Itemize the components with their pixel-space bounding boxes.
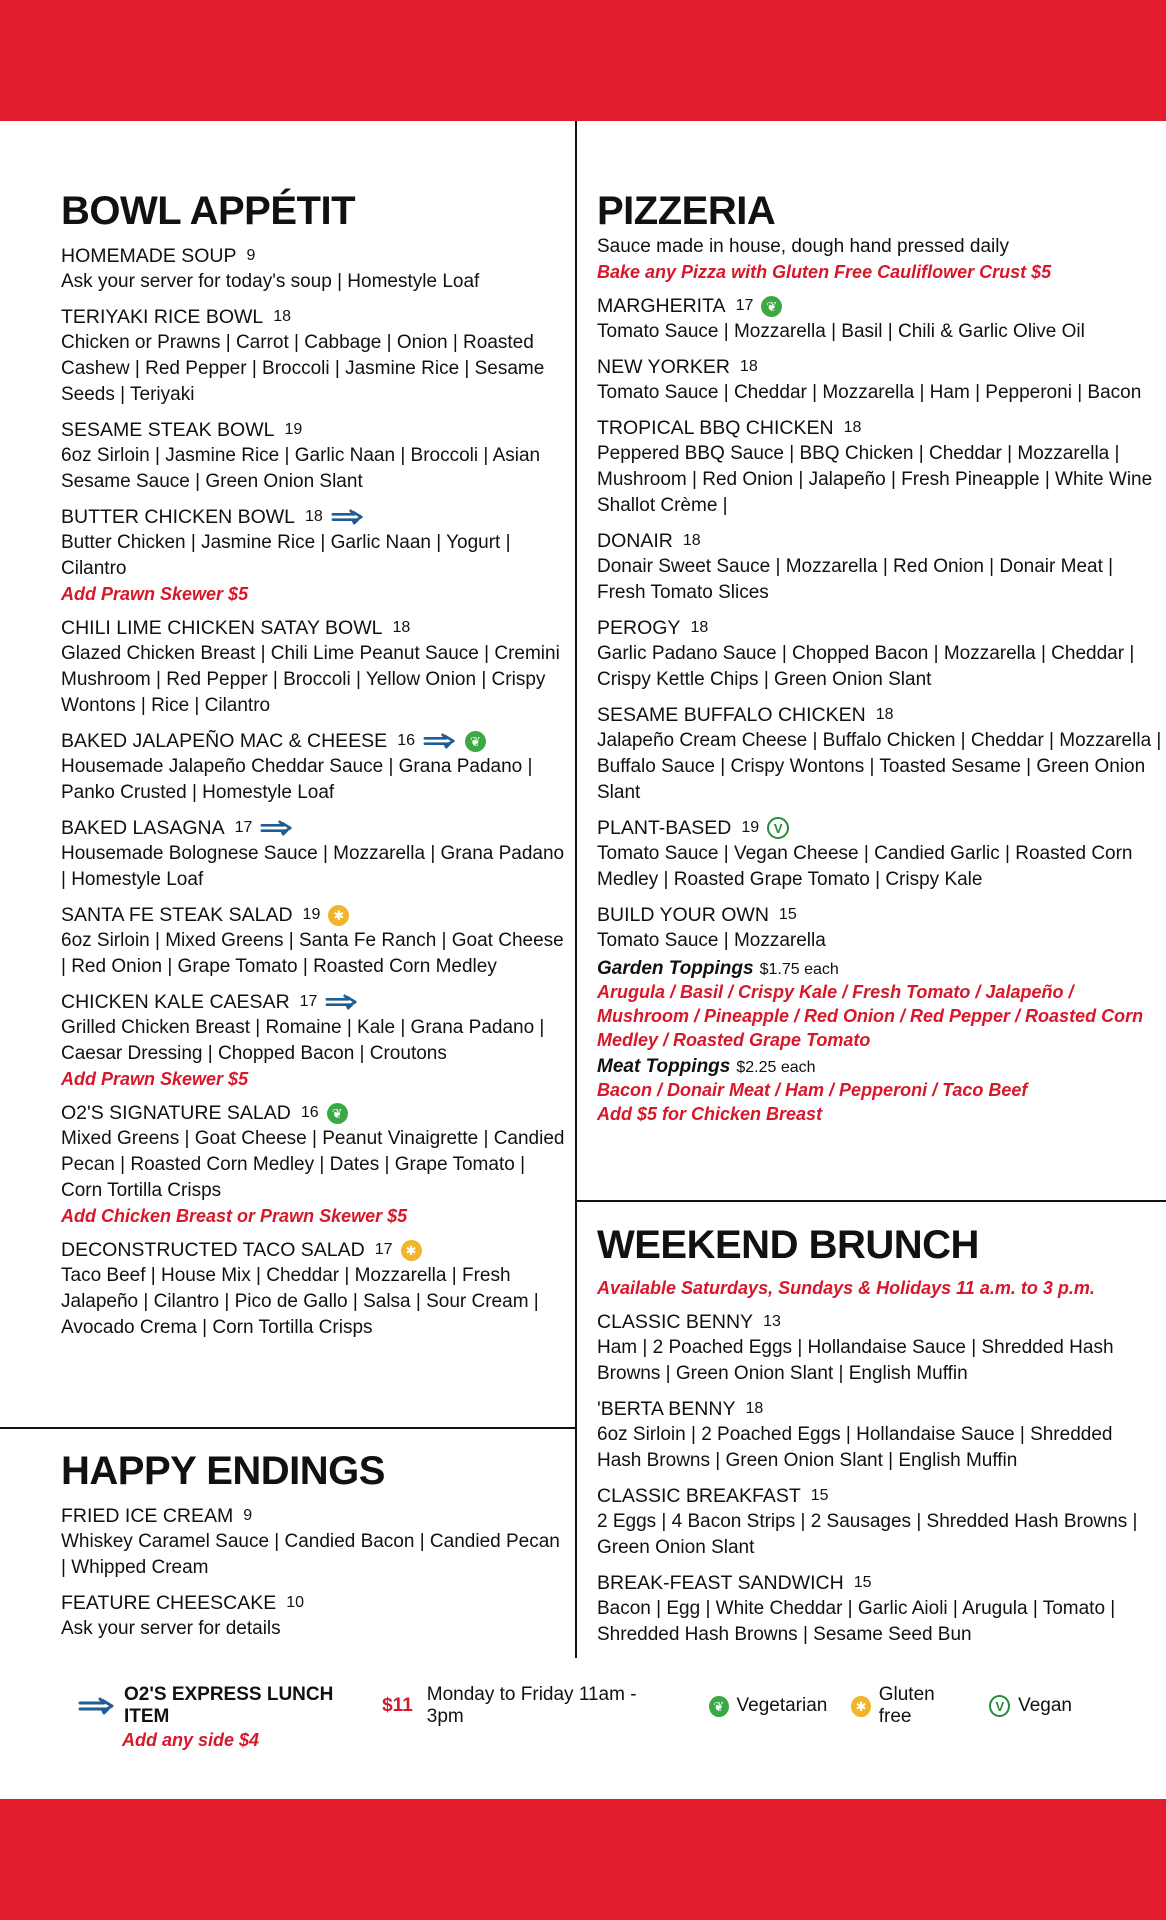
menu-item-price: 18 [843,419,862,436]
menu-item-description: Mixed Greens | Goat Cheese | Peanut Vinaigrette | Candied Pecan | Roasted Corn Medley | Dates | Grape Tomato | Corn Tortilla Crisps [61,1128,565,1201]
menu-item-name: CLASSIC BENNY [597,1311,754,1333]
menu-item-name: SESAME BUFFALO CHICKEN [597,704,866,726]
menu-item-price: 18 [745,1400,764,1417]
menu-item-description: Donair Sweet Sauce | Mozzarella | Red Onion | Donair Meat | Fresh Tomato Slices [597,556,1114,603]
menu-item [597,615,1162,693]
menu-item-header [597,1309,1162,1335]
endings-items [61,1503,566,1642]
meat-toppings-list: Bacon / Donair Meat / Ham / Pepperoni / Taco Beef [597,1080,1028,1100]
menu-item-description: Tomato Sauce | Mozzarella [597,930,826,951]
menu-item-name: CHICKEN KALE CAESAR [61,991,290,1013]
meat-toppings-price: $2.25 each [736,1059,816,1076]
menu-item-price: 10 [286,1594,305,1611]
express-lunch-icon [325,994,359,1010]
menu-item-price: 18 [305,508,323,525]
menu-item-header [597,528,1162,554]
menu-item [61,1503,566,1581]
menu-item-price: 17 [735,297,754,314]
menu-item-header [61,615,566,641]
menu-item-name: PLANT-BASED [597,817,732,839]
menu-item-description: Ask your server for details [61,1618,281,1639]
menu-item-description: 6oz Sirloin | Mixed Greens | Santa Fe Ranch | Goat Cheese | Red Onion | Grape Tomato | Roasted Corn Medley [61,930,564,977]
menu-item-header [61,243,566,269]
menu-item-header [61,902,566,928]
brunch-availability-note: Available Saturdays, Sundays & Holidays 11 a.m. to 3 p.m. [597,1278,1095,1298]
menu-item [61,615,566,719]
menu-item [597,1570,1162,1648]
meat-toppings [597,1056,1162,1126]
menu-item-name: FEATURE CHEESCAKE [61,1592,277,1614]
menu-item-header [597,293,1162,319]
add-side-note: Add any side $4 [122,1730,260,1750]
menu-item-name: BREAK-FEAST SANDWICH [597,1572,844,1594]
bowl-items [61,243,566,1341]
vegan-icon: V [989,1695,1010,1717]
gluten-free-icon: ✱ [328,905,349,926]
menu-item [61,902,566,980]
menu-item [61,1590,566,1642]
gluten-free-icon: ✱ [851,1696,870,1717]
menu-item-price: 9 [246,247,256,264]
menu-item-name: CHILI LIME CHICKEN SATAY BOWL [61,617,383,639]
menu-item [597,1483,1162,1561]
menu-item-name: 'BERTA BENNY [597,1398,736,1420]
menu-item-description: Ham | 2 Poached Eggs | Hollandaise Sauce | Shredded Hash Browns | Green Onion Slant | English Muffin [597,1337,1114,1384]
express-lunch-hours: Monday to Friday 11am - 3pm [426,1684,637,1727]
menu-item-price: 18 [682,532,701,549]
menu-item [597,354,1162,406]
menu-item [61,1100,566,1228]
pizzeria-items [597,293,1162,954]
menu-item-name: BAKED JALAPEÑO MAC & CHEESE [61,730,388,752]
garden-toppings-price: $1.75 each [759,961,839,978]
right-section-divider [576,1200,1166,1202]
menu-item-name: PEROGY [597,617,681,639]
menu-item [61,304,566,408]
menu-item [597,815,1162,893]
menu-item-header [597,815,1162,841]
menu-item-description: 6oz Sirloin | 2 Poached Eggs | Hollandaise Sauce | Shredded Hash Browns | Green Onion Slant | English Muffin [597,1424,1113,1471]
pizzeria-section [597,188,1162,1126]
menu-item [597,415,1162,519]
menu-item-price: 16 [397,732,415,749]
menu-item-price: 13 [763,1313,781,1330]
menu-item-header [61,1237,566,1263]
menu-item-header [597,1570,1162,1596]
express-lunch-icon [423,733,457,749]
menu-item-price: 18 [273,308,292,325]
menu-item-header [61,417,566,443]
menu-item-name: SESAME STEAK BOWL [61,419,275,441]
menu-item-description: Whiskey Caramel Sauce | Candied Bacon | Candied Pecan | Whipped Cream [61,1531,560,1578]
menu-item-description: Tomato Sauce | Vegan Cheese | Candied Garlic | Roasted Corn Medley | Roasted Grape Tomato | Crispy Kale [597,843,1133,890]
garden-toppings-list: Arugula / Basil / Crispy Kale / Fresh Tomato / Jalapeño / Mushroom / Pineapple / Red Onion / Red Pepper / Roasted Corn Medley / Roasted Grape Tomato [597,982,1144,1050]
menu-item [61,243,566,295]
menu-item-header [61,1590,566,1616]
menu-item-header [597,415,1162,441]
menu-item-description: 2 Eggs | 4 Bacon Strips | 2 Sausages | Shredded Hash Browns | Green Onion Slant [597,1511,1138,1558]
top-red-band [0,0,1166,121]
section-title-bowl-appetit: BOWL APPÉTIT [61,189,355,233]
pizzeria-gluten-free-note: Bake any Pizza with Gluten Free Cauliflower Crust $5 [597,262,1052,282]
dietary-legend [709,1684,1088,1728]
menu-item-price: 15 [810,1487,829,1504]
menu-item-header [597,902,1162,928]
menu-item-description: Garlic Padano Sauce | Chopped Bacon | Mozzarella | Cheddar | Crispy Kettle Chips | Green Onion Slant [597,643,1135,690]
bowl-appetit-section [61,188,566,1341]
menu-item-price: 18 [739,358,758,375]
menu-item-name: BUILD YOUR OWN [597,904,769,926]
menu-item-price: 17 [374,1241,393,1258]
menu-item-description: Ask your server for today's soup | Homestyle Loaf [61,271,480,292]
menu-item [61,815,566,893]
garden-toppings-label: Garden Toppings [597,958,754,979]
menu-item-price: 19 [302,906,321,923]
menu-item [597,702,1162,806]
garden-toppings [597,958,1162,1052]
menu-item-price: 19 [284,421,303,438]
menu-item-description: Housemade Jalapeño Cheddar Sauce | Grana Padano | Panko Crusted | Homestyle Loaf [61,756,533,803]
menu-item-description: Chicken or Prawns | Carrot | Cabbage | Onion | Roasted Cashew | Red Pepper | Broccoli | Jasmine Rice | Sesame Seeds | Teriyaki [61,332,545,405]
menu-item [597,1396,1162,1474]
menu-item-header [61,728,566,754]
menu-item-name: NEW YORKER [597,356,730,378]
menu-item-addon: Add Prawn Skewer $5 [61,1069,249,1089]
menu-item [597,293,1162,345]
menu-item-price: 9 [243,1507,253,1524]
menu-item-name: TROPICAL BBQ CHICKEN [597,417,834,439]
vegetarian-icon: ❦ [327,1103,348,1124]
menu-item-header [61,1503,566,1529]
menu-item [61,1237,566,1341]
vegetarian-icon: ❦ [465,731,486,752]
menu-item-header [61,304,566,330]
menu-item-description: Jalapeño Cream Cheese | Buffalo Chicken | Cheddar | Mozzarella | Buffalo Sauce | Crispy Wontons | Toasted Sesame | Green Onion Slant [597,730,1162,803]
weekend-brunch-section [597,1222,1162,1648]
pizzeria-intro: Sauce made in house, dough hand pressed daily [597,236,1009,257]
section-title-pizzeria: PIZZERIA [597,189,776,233]
menu-item-description: Tomato Sauce | Cheddar | Mozzarella | Ham | Pepperoni | Bacon [597,382,1142,403]
meat-toppings-label: Meat Toppings [597,1056,731,1077]
vegan-icon: V [767,817,789,839]
menu-item-addon: Add Chicken Breast or Prawn Skewer $5 [61,1206,408,1226]
express-lunch-title: O2'S EXPRESS LUNCH ITEM [124,1684,334,1727]
vegetarian-icon: ❦ [709,1696,728,1717]
menu-item-header [61,504,566,530]
menu-item-header [597,615,1162,641]
menu-item [61,417,566,495]
menu-item [61,989,566,1091]
menu-item-description: Peppered BBQ Sauce | BBQ Chicken | Cheddar | Mozzarella | Mushroom | Red Onion | Jalapeño | Fresh Pineapple | White Wine Shallot Crème | [597,443,1153,516]
menu-item-header [61,1100,566,1126]
menu-item-price: 16 [300,1104,319,1121]
menu-item-name: TERIYAKI RICE BOWL [61,306,264,328]
menu-item-header [597,1396,1162,1422]
section-title-weekend-brunch: WEEKEND BRUNCH [597,1223,979,1267]
menu-item-description: 6oz Sirloin | Jasmine Rice | Garlic Naan | Broccoli | Asian Sesame Sauce | Green Onion Slant [61,445,541,492]
menu-item-header [597,354,1162,380]
menu-item-header [61,815,566,841]
menu-item-description: Tomato Sauce | Mozzarella | Basil | Chili & Garlic Olive Oil [597,321,1085,342]
vegetarian-icon: ❦ [761,296,782,317]
express-lunch-icon [78,1697,116,1715]
menu-item [597,1309,1162,1387]
meat-toppings-extra: Add $5 for Chicken Breast [597,1104,823,1124]
brunch-items [597,1309,1162,1648]
menu-item-price: 18 [392,619,411,636]
gluten-free-icon: ✱ [401,1240,422,1261]
menu-item-price: 18 [875,706,894,723]
menu-item-name: DECONSTRUCTED TACO SALAD [61,1239,365,1261]
menu-item-description: Butter Chicken | Jasmine Rice | Garlic Naan | Yogurt | Cilantro [61,532,511,579]
bottom-red-band [0,1799,1166,1920]
menu-item-price: 19 [741,819,760,836]
menu-item-addon: Add Prawn Skewer $5 [61,584,249,604]
menu-item-name: MARGHERITA [597,295,726,317]
menu-item-description: Taco Beef | House Mix | Cheddar | Mozzarella | Fresh Jalapeño | Cilantro | Pico de Gallo | Salsa | Sour Cream | Avocado Crema | Corn Tortilla Crisps [61,1265,539,1338]
menu-item [597,902,1162,954]
menu-item-name: BUTTER CHICKEN BOWL [61,506,296,528]
menu-legend [78,1684,1088,1751]
menu-item-price: 17 [299,993,318,1010]
express-lunch-price: $11 [382,1695,413,1716]
menu-item [61,504,566,606]
menu-item-name: SANTA FE STEAK SALAD [61,904,293,926]
happy-endings-section [61,1448,566,1642]
express-lunch-icon [260,820,294,836]
menu-item-name: O2'S SIGNATURE SALAD [61,1102,291,1124]
section-title-happy-endings: HAPPY ENDINGS [61,1449,385,1493]
legend-vegan-label: Vegan [1018,1695,1072,1716]
legend-vegetarian-label: Vegetarian [736,1695,828,1716]
menu-item [597,528,1162,606]
menu-item-price: 15 [853,1574,872,1591]
menu-item-header [597,702,1162,728]
menu-item [61,728,566,806]
menu-item-description: Bacon | Egg | White Cheddar | Garlic Aioli | Arugula | Tomato | Shredded Hash Browns | Sesame Seed Bun [597,1598,1116,1645]
menu-item-price: 15 [778,906,797,923]
menu-item-name: CLASSIC BREAKFAST [597,1485,801,1507]
left-section-divider [0,1427,576,1429]
menu-item-price: 18 [690,619,709,636]
menu-item-name: DONAIR [597,530,673,552]
menu-item-name: FRIED ICE CREAM [61,1505,234,1527]
menu-item-header [61,989,566,1015]
menu-item-description: Housemade Bolognese Sauce | Mozzarella | Grana Padano | Homestyle Loaf [61,843,565,890]
express-lunch-icon [331,509,365,525]
legend-gluten-free-label: Gluten free [878,1684,935,1727]
menu-item-price: 17 [234,819,253,836]
menu-item-description: Grilled Chicken Breast | Romaine | Kale | Grana Padano | Caesar Dressing | Chopped Bacon | Croutons [61,1017,545,1064]
menu-item-name: BAKED LASAGNA [61,817,225,839]
menu-item-header [597,1483,1162,1509]
menu-item-name: HOMEMADE SOUP [61,245,237,267]
menu-item-description: Glazed Chicken Breast | Chili Lime Peanut Sauce | Cremini Mushroom | Red Pepper | Broccoli | Yellow Onion | Crispy Wontons | Rice | Cilantro [61,643,560,716]
